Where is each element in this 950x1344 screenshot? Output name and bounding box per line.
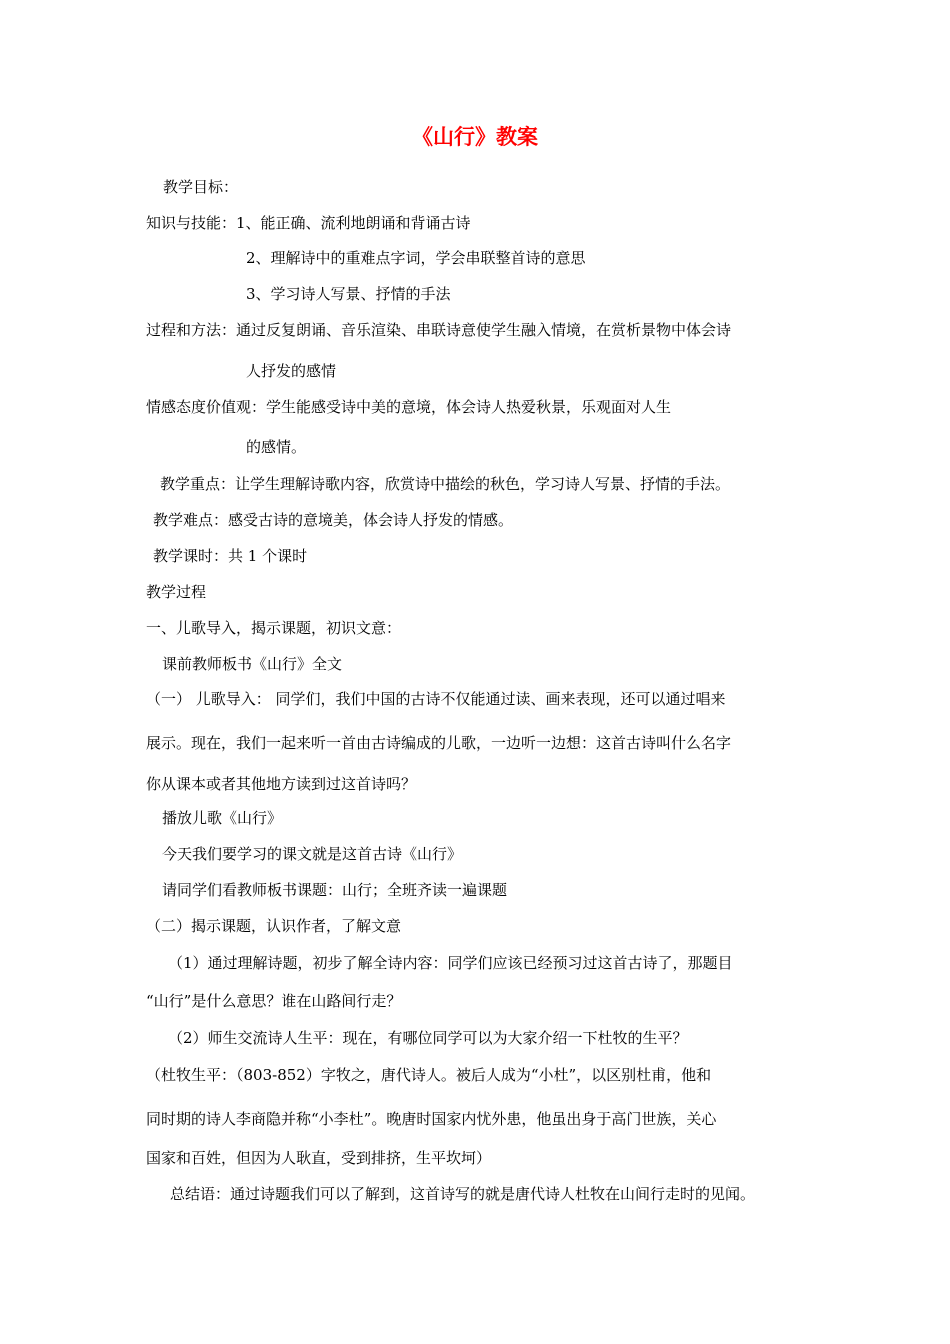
text-line: 请同学们看教师板书课题：山行；全班齐读一遍课题	[162, 881, 508, 899]
text-line: 课前教师板书《山行》全文	[162, 655, 343, 673]
text-line: 教学重点：让学生理解诗歌内容，欣赏诗中描绘的秋色，学习诗人写景、抒情的手法。	[160, 475, 731, 493]
text-line: （2）师生交流诗人生平：现在，有哪位同学可以为大家介绍一下杜牧的生平？	[168, 1029, 688, 1047]
text-line: 播放儿歌《山行》	[162, 809, 283, 827]
text-line: （杜牧生平：（803-852）字牧之，唐代诗人。被后人成为“小杜”，以区别杜甫，他和	[146, 1066, 712, 1084]
text-line: 的感情。	[246, 438, 307, 456]
text-line: 3、学习诗人写景、抒情的手法	[246, 285, 451, 303]
text-line: 一、儿歌导入，揭示课题，初识文意：	[146, 619, 402, 637]
text-line: 教学目标：	[163, 178, 239, 196]
text-line: 同时期的诗人李商隐并称“小李杜”。晚唐时国家内忧外患，他虽出身于高门世族，关心	[146, 1110, 717, 1128]
text-line: 知识与技能：1、能正确、流利地朗诵和背诵古诗	[146, 214, 471, 232]
text-line: 人抒发的感情	[246, 362, 337, 380]
text-line: 教学过程	[146, 583, 207, 601]
text-line: 国家和百姓，但因为人耿直，受到排挤，生平坎坷）	[146, 1149, 492, 1167]
text-line: 教学难点：感受古诗的意境美，体会诗人抒发的情感。	[153, 511, 514, 529]
text-line: 总结语：通过诗题我们可以了解到，这首诗写的就是唐代诗人杜牧在山间行走时的见闻。	[170, 1185, 756, 1203]
text-line: 教学课时：共 1 个课时	[153, 547, 308, 565]
document-title: 《山行》教案	[412, 125, 538, 149]
text-line: （二）揭示课题，认识作者，了解文意	[146, 917, 402, 935]
text-line: 你从课本或者其他地方读到过这首诗吗？	[146, 775, 417, 793]
text-line: 情感态度价值观：学生能感受诗中美的意境，体会诗人热爱秋景，乐观面对人生	[146, 398, 672, 416]
text-line: 今天我们要学习的课文就是这首古诗《山行》	[162, 845, 463, 863]
text-line: 过程和方法：通过反复朗诵、音乐渲染、串联诗意使学生融入情境，在赏析景物中体会诗	[146, 321, 732, 339]
text-line: 2、理解诗中的重难点字词，学会串联整首诗的意思	[246, 249, 586, 267]
text-line: “山行”是什么意思？谁在山路间行走？	[146, 992, 402, 1010]
text-line: （一） 儿歌导入： 同学们，我们中国的古诗不仅能通过读、画来表现，还可以通过唱来	[146, 690, 726, 708]
text-line: 展示。现在，我们一起来听一首由古诗编成的儿歌，一边听一边想：这首古诗叫什么名字	[146, 734, 732, 752]
text-line: （1）通过理解诗题，初步了解全诗内容：同学们应该已经预习过这首古诗了，那题目	[168, 954, 733, 972]
